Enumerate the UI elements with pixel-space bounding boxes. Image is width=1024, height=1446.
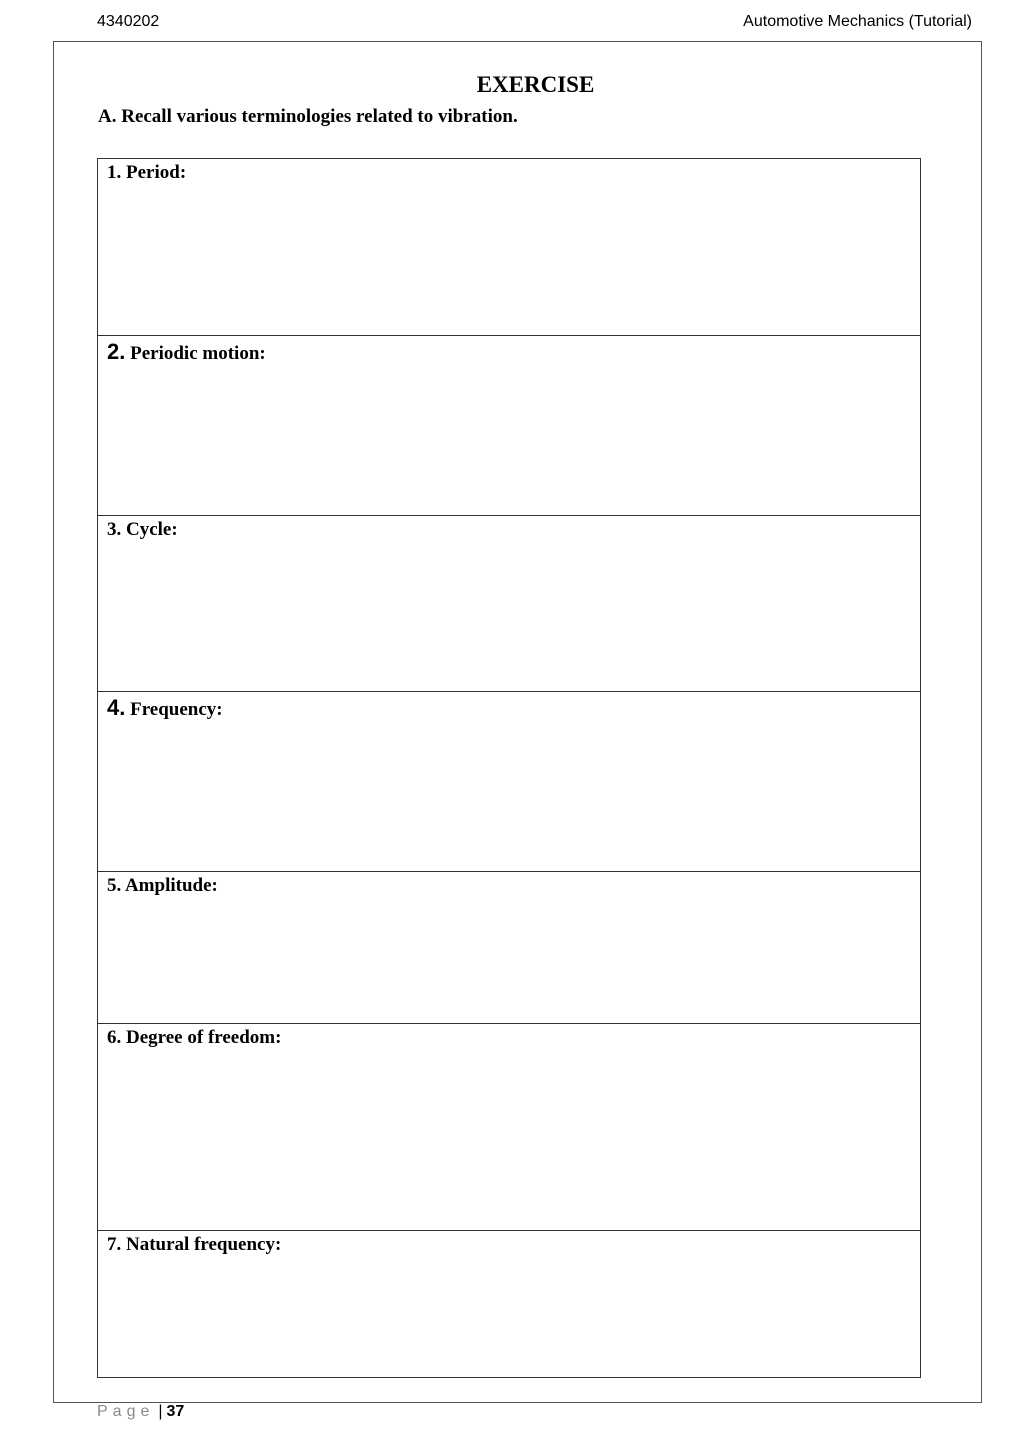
- row-number: 4.: [107, 695, 126, 720]
- answer-row-natural-frequency[interactable]: [98, 1230, 920, 1377]
- page-number: 37: [166, 1403, 185, 1420]
- row-label: [107, 339, 266, 365]
- answer-row-amplitude[interactable]: [98, 871, 920, 1023]
- row-number: 1.: [107, 162, 122, 183]
- page-separator: |: [158, 1403, 163, 1420]
- document-code: 4340202: [97, 13, 160, 30]
- row-term: Cycle:: [126, 519, 178, 540]
- row-term: Periodic motion:: [130, 343, 266, 364]
- row-label: [107, 1027, 281, 1049]
- answer-row-degree-of-freedom[interactable]: [98, 1023, 920, 1230]
- row-number: 5.: [107, 875, 122, 896]
- row-number: 7.: [107, 1234, 122, 1255]
- row-term: Natural frequency:: [126, 1234, 282, 1255]
- row-number: 3.: [107, 519, 122, 540]
- answer-row-cycle[interactable]: [98, 515, 920, 691]
- row-term: Degree of freedom:: [126, 1027, 282, 1048]
- exercise-title: EXERCISE: [476, 72, 595, 97]
- answer-row-period[interactable]: [98, 159, 920, 335]
- row-label: [107, 519, 178, 541]
- row-term: Frequency:: [130, 699, 223, 720]
- exercise-instruction: A. Recall various terminologies related to vibration.: [98, 106, 518, 127]
- row-label: [107, 162, 186, 184]
- course-title: Automotive Mechanics (Tutorial): [743, 13, 972, 30]
- row-label: [107, 875, 218, 897]
- answer-row-frequency[interactable]: [98, 691, 920, 871]
- row-term: Amplitude:: [124, 875, 218, 896]
- row-label: [107, 1234, 281, 1256]
- page-label: Page: [97, 1403, 155, 1420]
- row-term: Period:: [126, 162, 187, 183]
- row-number: 2.: [107, 339, 126, 364]
- page-footer: [97, 1403, 184, 1421]
- answer-table: [97, 158, 921, 1378]
- answer-row-periodic-motion[interactable]: [98, 335, 920, 515]
- row-label: [107, 695, 223, 721]
- row-number: 6.: [107, 1027, 122, 1048]
